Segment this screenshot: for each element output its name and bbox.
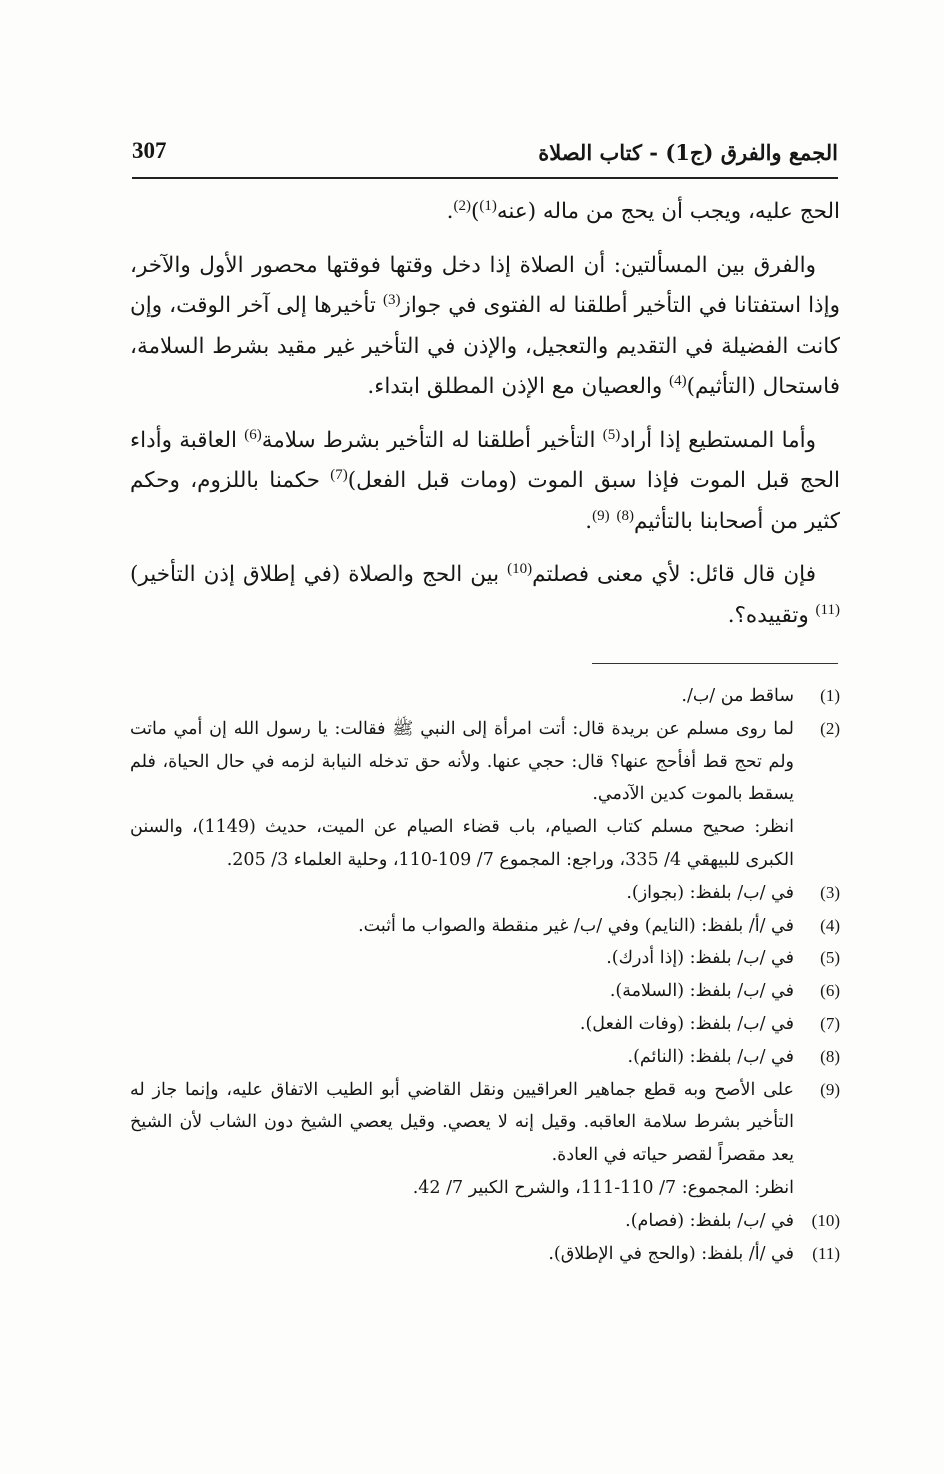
footnote-8	[130, 1041, 840, 1074]
footnote-text: في /ب/ بلفظ: (النائم).	[627, 1046, 794, 1067]
footnote-number: (6)	[820, 981, 840, 1001]
paragraph-3: وأما المستطيع إذا أراد$^{(5)}$ التأخير أطلقنا له التأخير بشرط سلامة$^{(6)}$ العاقبة وأداء الحج قبل الموت فإذا سبق الموت (ومات قبل الفعل)$^{(7)}$ حكمنا باللزوم، وحكم كثير من أصحابنا بالتأثيم$^{(8)}$ $^{(9)}$.	[130, 426, 840, 534]
footnote-3	[130, 877, 840, 910]
running-header: الجمع والفرق (ج1) - كتاب الصلاة	[538, 140, 838, 165]
note-ref-1[interactable]: (1)	[479, 197, 497, 214]
paragraph-4: فإن قال قائل: لأي معنى فصلتم$^{(10)}$ بين الحج والصلاة (في إطلاق إذن التأخير)$^{(11)}$ وتقييده؟.	[130, 560, 840, 628]
footnote-11	[130, 1238, 840, 1271]
note-ref-5[interactable]: (5)	[602, 426, 621, 443]
footnote-source: انظر: صحيح مسلم كتاب الصيام، باب قضاء الصيام عن الميت، حديث (1149)، والسنن الكبرى للبيهقي 4/ 335، وراجع: المجموع 7/ 109-110، وحلية العلماء 3/ 205.	[130, 817, 794, 870]
footnote-9	[130, 1074, 840, 1205]
footnote-number: (7)	[820, 1013, 840, 1033]
note-ref-6[interactable]: (6)	[244, 426, 262, 443]
footnote-5	[130, 942, 840, 975]
footnote-text: ساقط من /ب/.	[681, 686, 794, 706]
footnote-text: في /أ/ بلفظ: (والحج في الإطلاق).	[548, 1243, 794, 1264]
note-ref-11[interactable]: (11)	[815, 601, 840, 618]
footnote-number: (2)	[820, 718, 840, 738]
footnotes	[130, 680, 840, 1270]
footnote-number: (5)	[820, 948, 840, 968]
footnote-text: في /ب/ بلفظ: (وفات الفعل).	[579, 1013, 794, 1034]
paragraph-2: والفرق بين المسألتين: أن الصلاة إذا دخل وقتها فوقتها محصور الأول والآخر، وإذا استفتانا في التأخير أطلقنا له الفتوى في جواز$^{(3)}$ تأخيرها إلى آخر الوقت، وإن كانت الفضيلة في التقديم والتعجيل، والإذن في التأخير غير مقيد بشرط السلامة، فاستحال (التأثيم)$^{(4)}$ والعصيان مع الإذن المطلق ابتداء.	[130, 252, 840, 399]
footnote-text: في /ب/ بلفظ: (فصام).	[625, 1210, 794, 1231]
footnote-4	[130, 910, 840, 943]
main-text	[130, 192, 840, 649]
footnote-2	[130, 713, 840, 877]
note-ref-7[interactable]: (7)	[330, 466, 348, 483]
footnote-text: في /ب/ بلفظ: (بجواز).	[626, 882, 794, 903]
footnote-text: في /ب/ بلفظ: (السلامة).	[609, 981, 794, 1002]
paragraph-1: الحج عليه، ويجب أن يحج من ماله (عنه$^{(1)}$)$^{(2)}$.	[446, 197, 840, 224]
footnote-6	[130, 975, 840, 1008]
footnote-10	[130, 1205, 840, 1238]
page-number: 307	[132, 138, 167, 163]
note-ref-10[interactable]: (10)	[507, 560, 533, 577]
footnote-7	[130, 1008, 840, 1041]
footnote-number: (8)	[820, 1046, 840, 1066]
footnote-text: في /ب/ بلفظ: (إذا أدرك).	[606, 948, 794, 969]
header-rule	[132, 177, 838, 179]
footnote-separator	[592, 663, 838, 664]
footnote-text: لما روى مسلم عن بريدة قال: أتت امرأة إلى النبي ﷺ فقالت: يا رسول الله إن أمي ماتت ولم تحج قط أفأحج عنها؟ قال: حجي عنها. ولأنه حق تدخله النيابة لزمه في حال الحياة، فلم يسقط بالموت كدين الآدمي.	[130, 718, 794, 805]
note-ref-3[interactable]: (3)	[382, 291, 401, 308]
footnote-number: (4)	[820, 915, 840, 935]
footnote-number: (10)	[811, 1210, 840, 1230]
footnote-number: (1)	[820, 686, 840, 705]
footnote-source: انظر: المجموع: 7/ 110-111، والشرح الكبير 7/ 42.	[412, 1177, 794, 1198]
footnote-text: على الأصح وبه قطع جماهير العراقيين ونقل القاضي أبو الطيب الاتفاق عليه، وإنما جاز له التأخير بشرط سلامة العاقبه. وقيل إنه لا يعصي. وقيل يعصي الشيخ دون الشاب لأن الشيخ يعد مقصراً لقصر حياته في العادة.	[130, 1079, 794, 1166]
footnote-text: في /أ/ بلفظ: (النايم) وفي /ب/ غير منقطة والصواب ما أثبت.	[358, 915, 794, 936]
footnote-number: (9)	[820, 1079, 840, 1099]
footnote-number: (11)	[812, 1243, 840, 1263]
note-ref-9[interactable]: (9)	[592, 507, 610, 524]
note-ref-4[interactable]: (4)	[669, 372, 687, 389]
footnote-number: (3)	[820, 882, 840, 902]
footnote-1	[130, 680, 840, 713]
note-ref-2[interactable]: (2)	[453, 197, 471, 214]
note-ref-8[interactable]: (8)	[616, 507, 634, 524]
